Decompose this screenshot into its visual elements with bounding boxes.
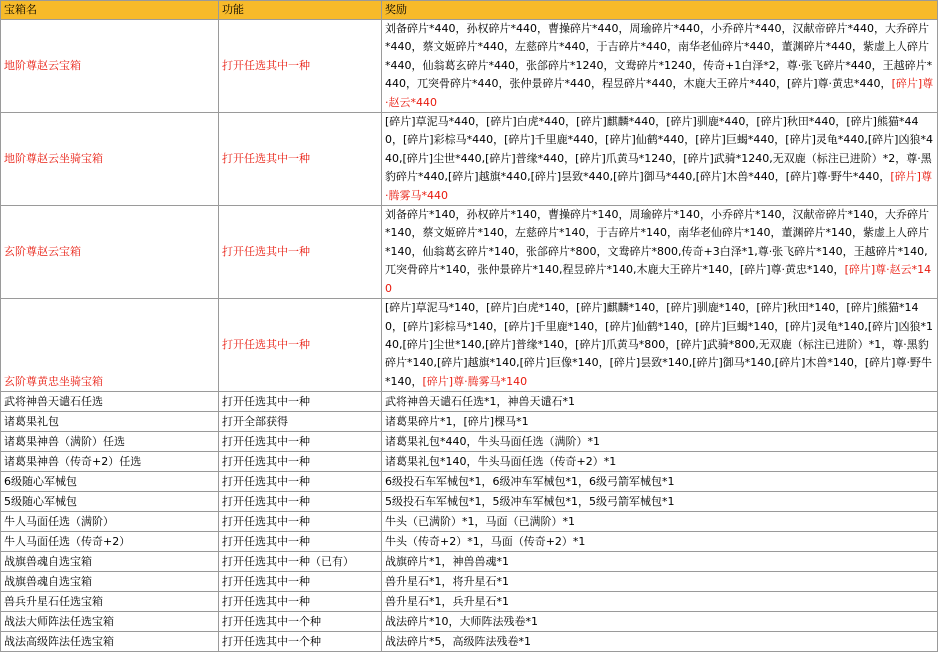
reward-cell: 诸葛果礼包*440，牛头马面任选（满阶）*1 (382, 432, 938, 452)
chest-name-cell: 5级随心军械包 (1, 492, 219, 512)
function-cell: 打开任选其中一种 (219, 512, 382, 532)
function-cell: 打开任选其中一种 (219, 592, 382, 612)
table-row (1, 592, 938, 612)
reward-cell: 兽升星石*1，将升星石*1 (382, 572, 938, 592)
table-row (1, 612, 938, 632)
function-cell: 打开任选其中一种（已有） (219, 552, 382, 572)
reward-text: [碎片]草泥马*140，[碎片]白虎*140，[碎片]麒麟*140，[碎片]驯鹿*140，[碎片]秋田*140，[碎片]熊猫*140，[碎片]彩棕马*140，[碎片]千里鹿*140，[碎片]仙鹤*140，[碎片]巨蝎*140，[碎片]灵龟*140,[碎片]凶狼*140,[碎片]尘世*140,[碎片]普缘*140，[碎片]爪黄马*800，[碎片]武骑*800,无双鹿（标注已进阶）*1，尊·黑豹碎片*140,[碎片]越旗*140,[碎片]巨像*140，[碎片]昙致*140,[碎片]御马*140,[碎片]木兽*140，[碎片]尊·野牛*140， (385, 301, 933, 388)
reward-cell: 诸葛果礼包*140，牛头马面任选（传奇+2）*1 (382, 452, 938, 472)
chest-name-cell: 武将神兽天谴石任选 (1, 392, 219, 412)
function-cell: 打开任选其中一种 (219, 572, 382, 592)
reward-cell (382, 299, 938, 392)
reward-cell: 6级投石车军械包*1，6级冲车军械包*1，6级弓箭军械包*1 (382, 472, 938, 492)
function-cell: 打开任选其中一种 (219, 452, 382, 472)
chest-name-cell: 兽兵升星石任选宝箱 (1, 592, 219, 612)
reward-cell: 战法碎片*10，大师阵法残卷*1 (382, 612, 938, 632)
function-cell: 打开任选其中一种 (219, 299, 382, 392)
header-reward: 奖励 (382, 1, 938, 20)
function-cell: 打开任选其中一种 (219, 392, 382, 412)
chest-name-cell: 地阶尊赵云坐骑宝箱 (1, 113, 219, 206)
chest-name-cell: 玄阶尊黄忠坐骑宝箱 (1, 299, 219, 392)
reward-cell: 5级投石车军械包*1，5级冲车军械包*1，5级弓箭军械包*1 (382, 492, 938, 512)
table-row (1, 20, 938, 113)
header-chest-name: 宝箱名 (1, 1, 219, 20)
function-cell: 打开任选其中一种 (219, 206, 382, 299)
table-row (1, 532, 938, 552)
chest-name-cell: 战法大师阵法任选宝箱 (1, 612, 219, 632)
table-row (1, 392, 938, 412)
function-cell: 打开任选其中一个种 (219, 612, 382, 632)
function-cell: 打开任选其中一种 (219, 20, 382, 113)
chest-name-cell: 诸葛果礼包 (1, 412, 219, 432)
chest-name-cell: 牛人马面任选（满阶） (1, 512, 219, 532)
function-cell: 打开任选其中一种 (219, 113, 382, 206)
reward-cell (382, 20, 938, 113)
table-row (1, 113, 938, 206)
reward-cell: 兽升星石*1，兵升星石*1 (382, 592, 938, 612)
header-function: 功能 (219, 1, 382, 20)
table-row (1, 492, 938, 512)
reward-highlight: [碎片]尊·腾雾马*440 (385, 170, 932, 202)
reward-cell: 武将神兽天谴石任选*1，神兽天谴石*1 (382, 392, 938, 412)
reward-cell: 牛头（传奇+2）*1，马面（传奇+2）*1 (382, 532, 938, 552)
table-row (1, 206, 938, 299)
table-row (1, 552, 938, 572)
chest-name-cell: 玄阶尊赵云宝箱 (1, 206, 219, 299)
function-cell: 打开任选其中一种 (219, 532, 382, 552)
reward-text: [碎片]草泥马*440，[碎片]白虎*440，[碎片]麒麟*440，[碎片]驯鹿*440，[碎片]秋田*440，[碎片]熊猫*440，[碎片]彩棕马*440，[碎片]千里鹿*440，[碎片]仙鹤*440，[碎片]巨蝎*440，[碎片]灵龟*440,[碎片]凶狼*440,[碎片]尘世*440,[碎片]普缘*440，[碎片]爪黄马*1240，[碎片]武骑*1240,无双鹿（标注已进阶）*2，尊·黑豹碎片*440,[碎片]越旗*440,[碎片]昙致*440,[碎片]御马*440,[碎片]木兽*440，[碎片]尊·野牛*440， (385, 115, 933, 184)
reward-text: 刘备碎片*140，孙权碎片*140，曹操碎片*140，周瑜碎片*140，小乔碎片*140，汉献帝碎片*140，大乔碎片*140，蔡文姬碎片*140，左慈碎片*140，于吉碎片*140，南华老仙碎片*140，董渊碎片*140，紫虚上人碎片*140，仙翁葛玄碎片*140，张郃碎片*800，文鸯碎片*800,传奇+3白泽*1,尊·张飞碎片*140，王越碎片*140,兀突骨碎片*140，张仲景碎片*140,程昱碎片*140,木鹿大王碎片*140，[碎片]尊·黄忠*140， (385, 208, 929, 277)
function-cell: 打开任选其中一种 (219, 492, 382, 512)
reward-cell: 牛头（已满阶）*1，马面（已满阶）*1 (382, 512, 938, 532)
function-cell: 打开全部获得 (219, 412, 382, 432)
function-cell: 打开任选其中一种 (219, 472, 382, 492)
table-row (1, 452, 938, 472)
table-row (1, 412, 938, 432)
reward-highlight: [碎片]尊·腾雾马*140 (422, 374, 528, 388)
reward-highlight: [碎片]尊·赵云*140 (385, 263, 932, 295)
header-row (1, 1, 938, 20)
reward-text: 刘备碎片*440，孙权碎片*440，曹操碎片*440，周瑜碎片*440，小乔碎片*440，汉献帝碎片*440，大乔碎片*440，蔡文姬碎片*440，左慈碎片*440，于吉碎片*440，南华老仙碎片*440，董渊碎片*440，紫虚上人碎片*440，仙翁葛玄碎片*440，张郃碎片*1240，文鸯碎片*1240，传奇+1白泽*2，尊·张飞碎片*440，王越碎片*440，兀突骨碎片*440，张仲景碎片*440，程昱碎片*440，木鹿大王碎片*440，[碎片]尊·黄忠*440， (385, 22, 933, 91)
reward-highlight: [碎片]尊·赵云*440 (385, 77, 934, 109)
reward-cell: 诸葛果碎片*1，[碎片]棵马*1 (382, 412, 938, 432)
chest-name-cell: 地阶尊赵云宝箱 (1, 20, 219, 113)
table-row (1, 432, 938, 452)
table-row (1, 632, 938, 652)
table-row (1, 299, 938, 392)
table-row (1, 572, 938, 592)
chest-name-cell: 战法高级阵法任选宝箱 (1, 632, 219, 652)
table-row (1, 472, 938, 492)
chest-name-cell: 诸葛果神兽（传奇+2）任选 (1, 452, 219, 472)
function-cell: 打开任选其中一个种 (219, 632, 382, 652)
function-cell: 打开任选其中一种 (219, 432, 382, 452)
chest-name-cell: 战旗兽魂自选宝箱 (1, 572, 219, 592)
reward-cell: 战法碎片*5，高级阵法残卷*1 (382, 632, 938, 652)
chest-name-cell: 诸葛果神兽（满阶）任选 (1, 432, 219, 452)
reward-cell: 战旗碎片*1，神兽兽魂*1 (382, 552, 938, 572)
chest-name-cell: 牛人马面任选（传奇+2） (1, 532, 219, 552)
chest-name-cell: 战旗兽魂自选宝箱 (1, 552, 219, 572)
chest-name-cell: 6级随心军械包 (1, 472, 219, 492)
reward-cell (382, 206, 938, 299)
reward-cell (382, 113, 938, 206)
table-row (1, 512, 938, 532)
